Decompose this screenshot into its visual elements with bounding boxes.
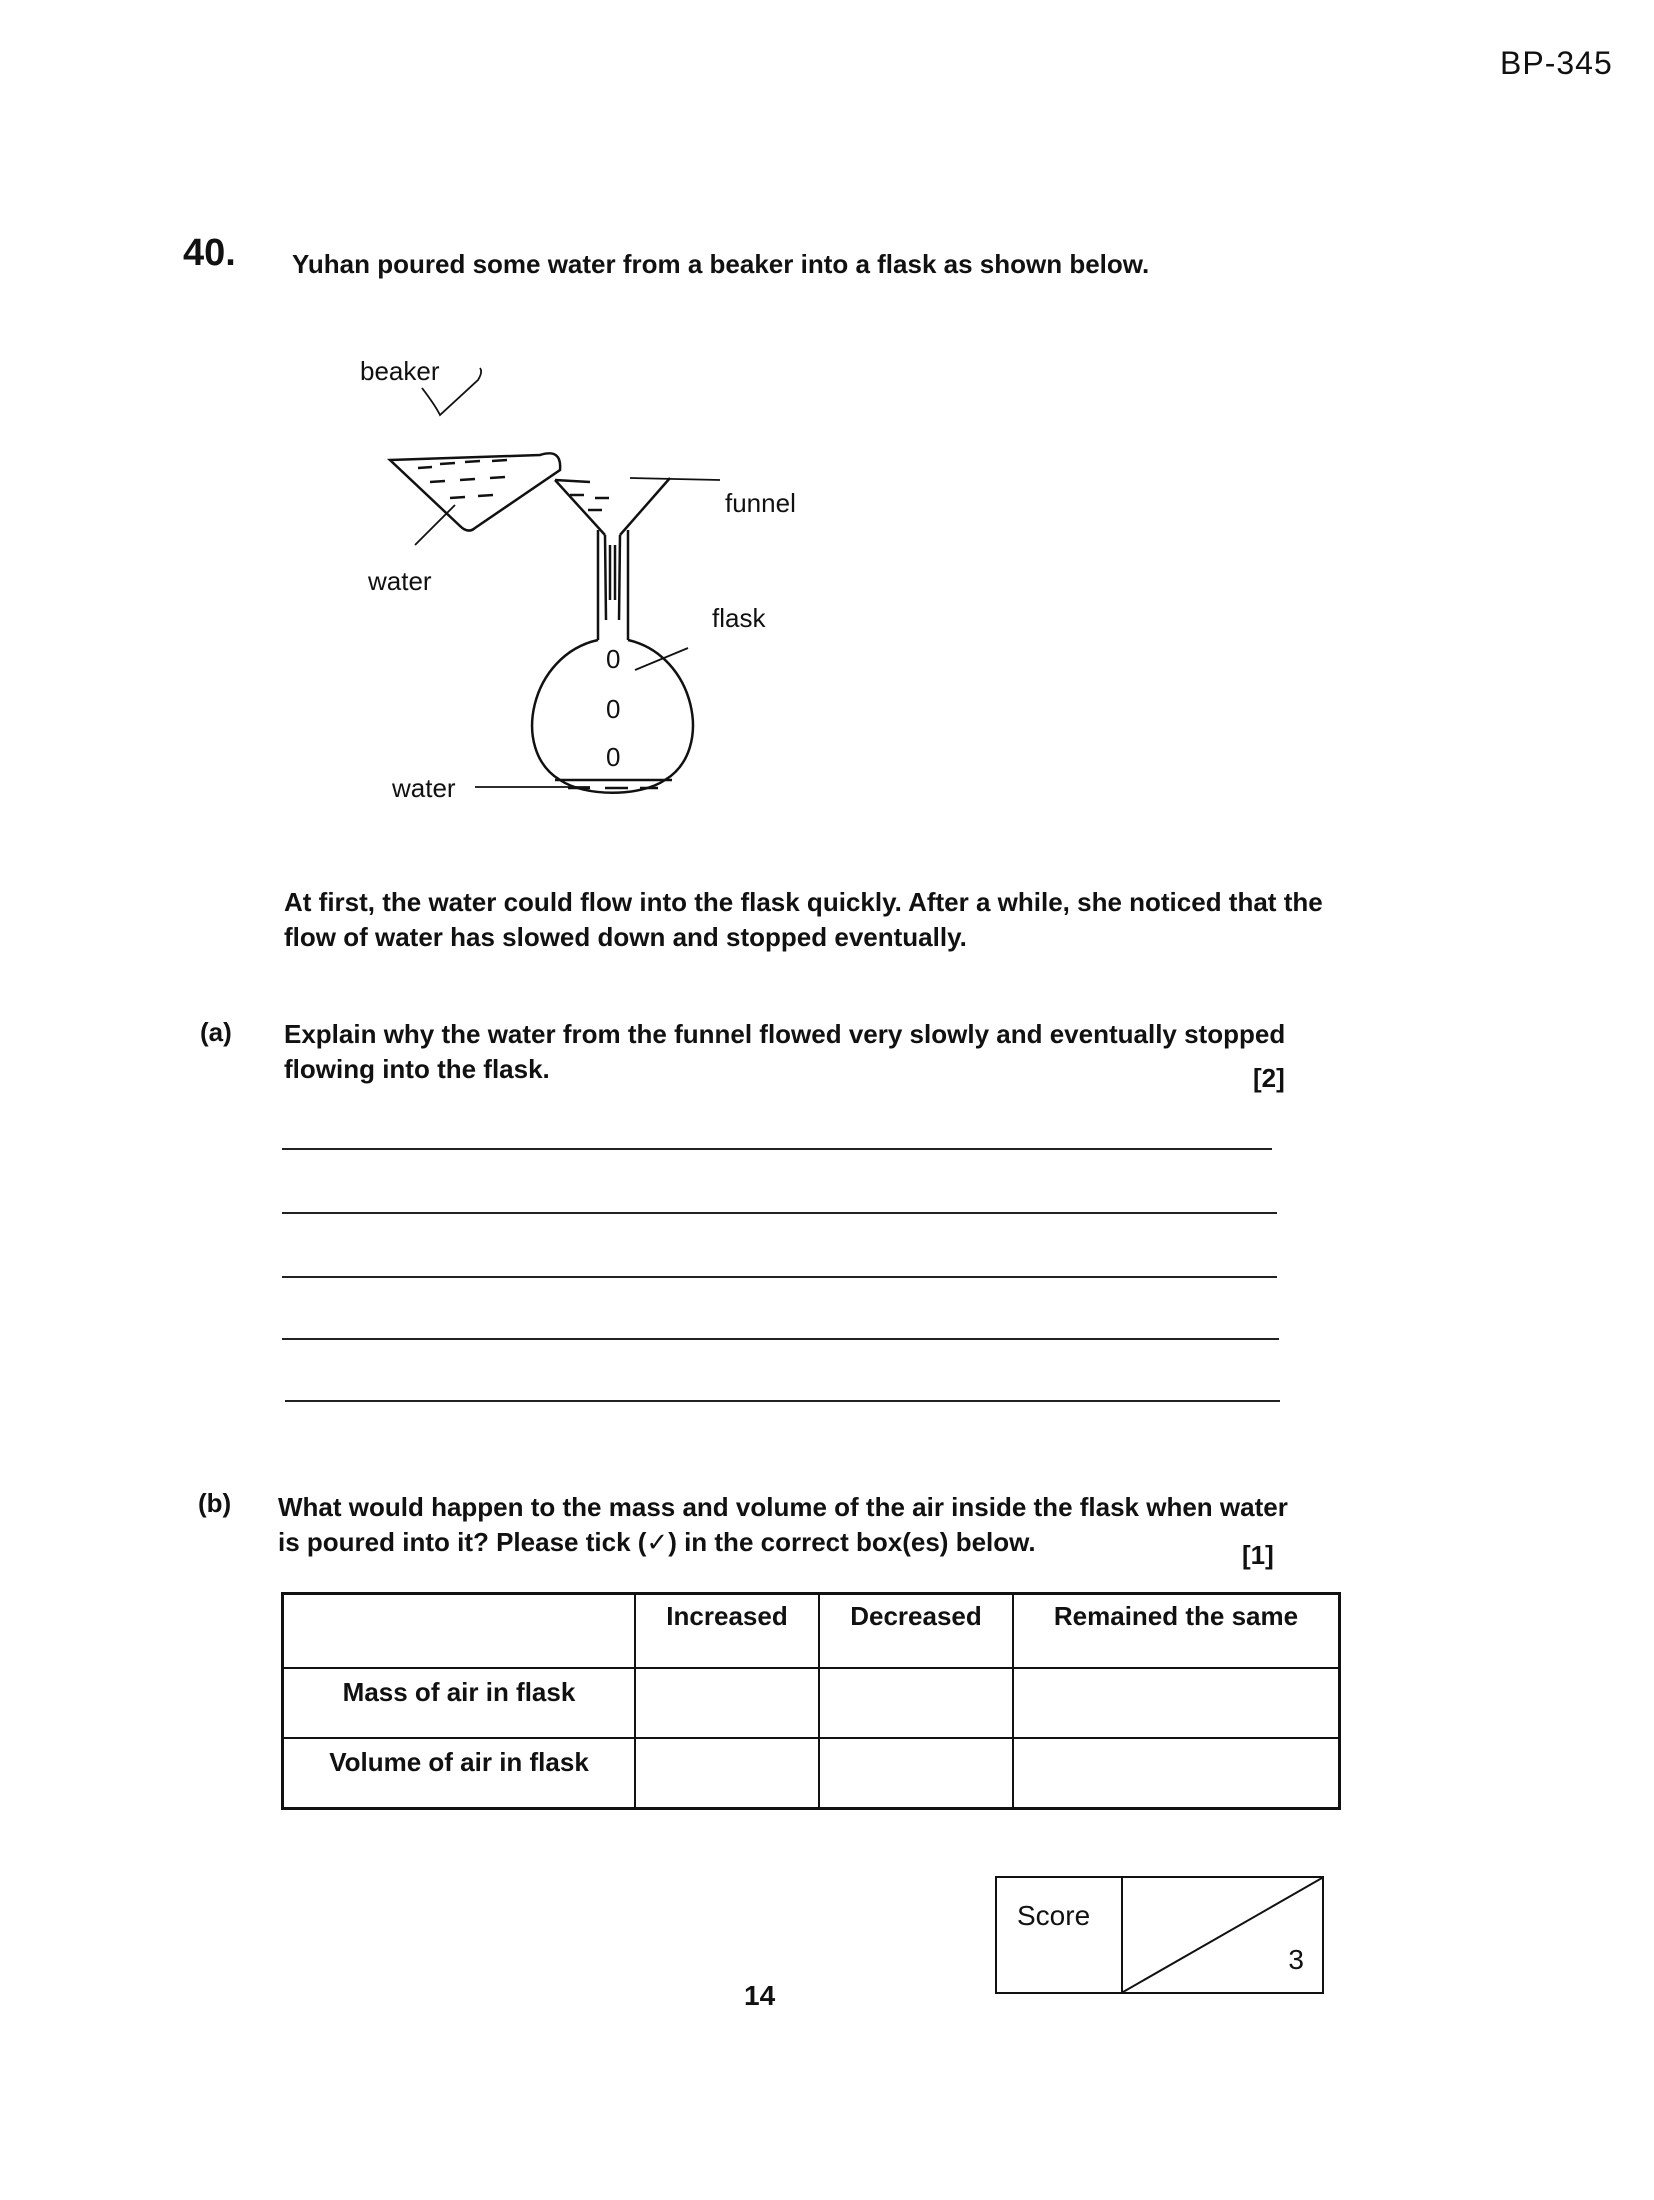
- label-water-top: water: [368, 566, 432, 596]
- table-row: [283, 1738, 1340, 1808]
- answer-line[interactable]: [285, 1400, 1280, 1402]
- air-bubble: 0: [606, 742, 621, 772]
- score-label: Score: [1017, 1900, 1091, 1931]
- answer-line[interactable]: [282, 1212, 1277, 1214]
- document-code: BP-345: [1500, 45, 1613, 81]
- row-header: Mass of air in flask: [283, 1668, 636, 1738]
- funnel-shape: [555, 478, 670, 620]
- part-b-label: (b): [198, 1488, 232, 1518]
- question-number: 40.: [183, 232, 236, 274]
- answer-line[interactable]: [282, 1338, 1279, 1340]
- part-b-line: What would happen to the mass and volume of the air inside the flask when water: [278, 1492, 1288, 1522]
- label-funnel: funnel: [725, 488, 796, 518]
- paragraph-line: At first, the water could flow into the flask quickly. After a while, she noticed that the: [284, 887, 1323, 917]
- tick-box[interactable]: [635, 1738, 819, 1808]
- beaker-funnel-flask-diagram: [300, 330, 860, 830]
- table-header-row: [283, 1594, 1340, 1669]
- score-box: [995, 1876, 1324, 1994]
- label-beaker: beaker: [360, 356, 440, 386]
- tick-box[interactable]: [635, 1668, 819, 1738]
- tick-box[interactable]: [819, 1738, 1013, 1808]
- answer-line[interactable]: [282, 1276, 1277, 1278]
- part-a-marks: [2]: [1253, 1063, 1285, 1093]
- answer-line[interactable]: [282, 1148, 1272, 1150]
- page-number: 14: [744, 1980, 776, 2011]
- score-total: 3: [1288, 1944, 1304, 1975]
- question-paragraph: [284, 885, 1364, 955]
- answer-table: [281, 1592, 1341, 1810]
- label-flask: flask: [712, 603, 766, 633]
- air-bubble: 0: [606, 694, 621, 724]
- table-corner-cell: [283, 1594, 636, 1669]
- tick-box[interactable]: [1013, 1738, 1340, 1808]
- label-water-bottom: water: [392, 773, 456, 803]
- part-b-question: [278, 1490, 1368, 1560]
- part-b-line: is poured into it? Please tick (✓) in the correct box(es) below.: [278, 1527, 1036, 1557]
- paragraph-line: flow of water has slowed down and stopped eventually.: [284, 922, 967, 952]
- air-bubble: 0: [606, 644, 621, 674]
- part-a-line: Explain why the water from the funnel flowed very slowly and eventually stopped: [284, 1019, 1286, 1049]
- part-a-line: flowing into the flask.: [284, 1054, 550, 1084]
- table-row: [283, 1668, 1340, 1738]
- column-header: Increased: [635, 1594, 819, 1669]
- row-header: Volume of air in flask: [283, 1738, 636, 1808]
- beaker-shape: [390, 453, 560, 530]
- part-a-question: [284, 1017, 1364, 1087]
- tick-box[interactable]: [819, 1668, 1013, 1738]
- part-a-label: (a): [200, 1017, 232, 1047]
- column-header: Decreased: [819, 1594, 1013, 1669]
- tick-box[interactable]: [1013, 1668, 1340, 1738]
- part-b-marks: [1]: [1242, 1540, 1274, 1570]
- column-header: Remained the same: [1013, 1594, 1340, 1669]
- question-stem: Yuhan poured some water from a beaker into a flask as shown below.: [292, 249, 1150, 279]
